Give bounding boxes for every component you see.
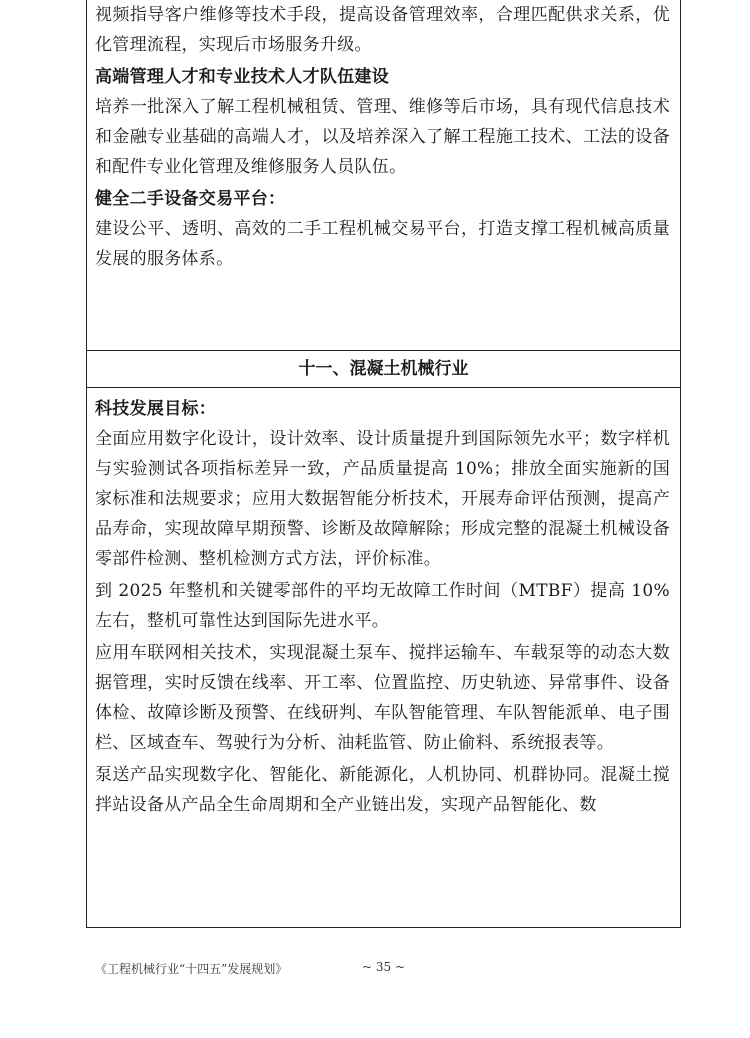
page-number: ~ 35 ~: [362, 960, 406, 974]
paragraph: 泵送产品实现数字化、智能化、新能源化，人机协同、机群协同。混凝土搅拌站设备从产品全生命周期和全产业链出发，实现产品智能化、数: [95, 765, 670, 815]
section-title: 十一、混凝土机械行业: [298, 359, 469, 379]
paragraph: 建设公平、透明、高效的二手工程机械交易平台，打造支撑工程机械高质量发展的服务体系。: [95, 219, 670, 269]
footer-document-title: 《工程机械行业“十四五”发展规划》: [95, 962, 288, 976]
paragraph: 全面应用数字化设计，设计效率、设计质量提升到国际领先水平；数字样机与实验测试各项指标差异一致，产品质量提高 10%；排放全面实施新的国家标准和法规要求；应用大数据智能分析技术，开展寿命评估预测，提高产品寿命，实现故障早期预警、诊断及故障解除；形成完整的混凝土机械设备零部件检测、整机检测方式方法，评价标准。: [95, 429, 670, 569]
paragraph: 到 2025 年整机和关键零部件的平均无故障工作时间（MTBF）提高 10%左右，整机可靠性达到国际先进水平。: [95, 581, 670, 631]
paragraph: 视频指导客户维修等技术手段，提高设备管理效率，合理匹配供求关系，优化管理流程，实现后市场服务升级。: [95, 5, 670, 55]
content-table: [86, 0, 681, 928]
paragraph: 应用车联网相关技术，实现混凝土泵车、搅拌运输车、车载泵等的动态大数据管理，实时反馈在线率、开工率、位置监控、历史轨迹、异常事件、设备体检、故障诊断及预警、在线研判、车队智能管理、车队智能派单、电子围栏、区域查车、驾驶行为分析、油耗监管、防止偷料、系统报表等。: [95, 643, 670, 753]
subheading: 科技发展目标：: [95, 399, 217, 419]
subheading: 健全二手设备交易平台：: [95, 189, 286, 209]
paragraph: 培养一批深入了解工程机械租赁、管理、维修等后市场，具有现代信息技术和金融专业基础的高端人才，以及培养深入了解工程施工技术、工法的设备和配件专业化管理及维修服务人员队伍。: [95, 97, 670, 177]
table-cell-top: [87, 0, 680, 350]
subheading: 高端管理人才和专业技术人才队伍建设: [95, 67, 390, 87]
table-cell-bottom: [87, 388, 680, 927]
